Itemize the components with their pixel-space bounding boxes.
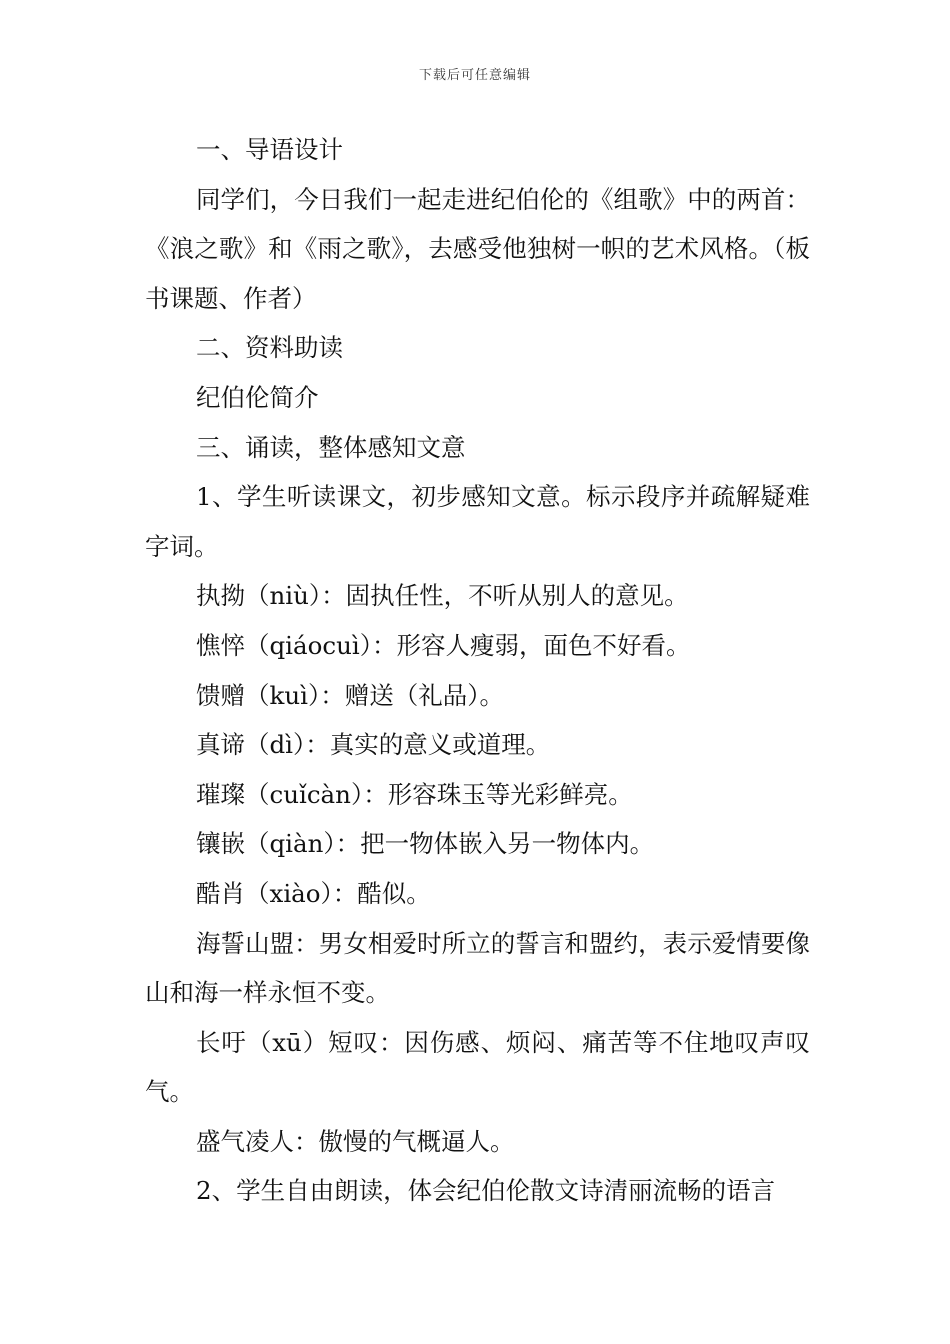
vocab-item: 璀璨（cuǐcàn）：形容珠玉等光彩鲜亮。	[196, 779, 633, 809]
step-two-paragraph: 2、学生自由朗读，体会纪伯伦散文诗清丽流畅的语言	[196, 1176, 776, 1206]
vocab-item: 真谛（dì）：真实的意义或道理。	[196, 730, 551, 760]
page-header: 下载后可任意编辑	[418, 68, 531, 83]
step-one-paragraph: 1、学生听读课文，初步感知文意。标示段序并疏解疑难字词。	[145, 482, 810, 561]
vocab-item: 馈赠（kuì）：赠送（礼品）。	[196, 680, 504, 710]
section-heading-reading: 三、诵读，整体感知文意	[196, 432, 466, 462]
document-body	[145, 125, 810, 1216]
vocab-item: 酷肖（xiào）：酷似。	[196, 878, 431, 908]
section-heading-materials: 二、资料助读	[196, 333, 343, 363]
section-heading-intro: 一、导语设计	[196, 135, 343, 164]
vocab-item: 镶嵌（qiàn）：把一物体嵌入另一物体内。	[196, 829, 655, 859]
author-intro-heading: 纪伯伦简介	[196, 382, 319, 412]
vocab-item: 长吁（xū）短叹：因伤感、烦闷、痛苦等不住地叹声叹气。	[145, 1027, 810, 1107]
vocab-item: 憔悴（qiáocuì）：形容人瘦弱，面色不好看。	[196, 630, 691, 660]
vocab-item: 盛气凌人：傲慢的气概逼人。	[196, 1126, 515, 1156]
vocab-item: 执拗（niù）：固执任性，不听从别人的意见。	[196, 581, 689, 611]
intro-paragraph: 同学们，今日我们一起走进纪伯伦的《组歌》中的两首：《浪之歌》和《雨之歌》，去感受他独树一帜的艺术风格。（板书课题、作者）	[145, 184, 810, 313]
vocab-item: 海誓山盟：男女相爱时所立的誓言和盟约，表示爱情要像山和海一样永恒不变。	[145, 928, 810, 1008]
